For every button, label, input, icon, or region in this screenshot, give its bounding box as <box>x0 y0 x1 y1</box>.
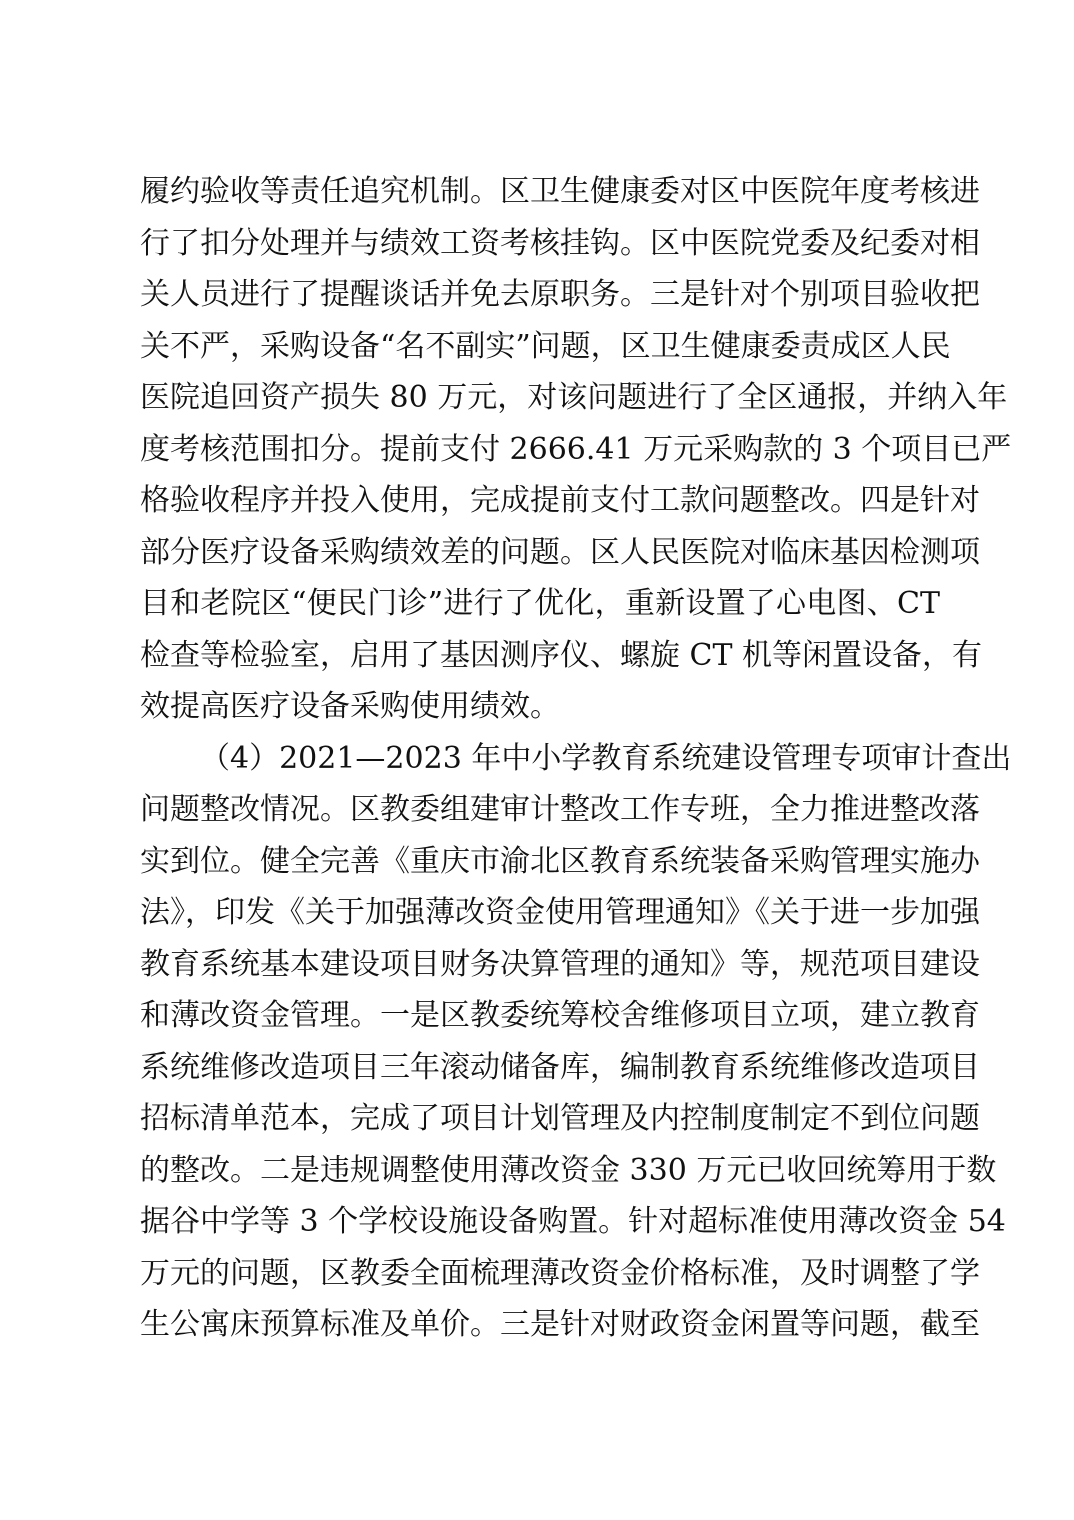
paragraph-1 <box>140 166 1012 733</box>
text-line: 医院追回资产损失 80 万元，对该问题进行了全区通报，并纳入年 <box>140 380 1008 415</box>
text-line: 的整改。二是违规调整使用薄改资金 330 万元已收回统筹用于数 <box>140 1152 997 1188</box>
text-line: 格验收程序并投入使用，完成提前支付工款问题整改。四是针对 <box>140 483 980 518</box>
text-line: 教育系统基本建设项目财务决算管理的通知》等，规范项目建设 <box>140 946 980 982</box>
paragraph-2 <box>140 733 1012 1351</box>
text-line: 法》，印发《关于加强薄改资金使用管理通知》《关于进一步加强 <box>140 895 980 930</box>
text-line: （4）2021—2023 年中小学教育系统建设管理专项审计查出 <box>200 740 1012 776</box>
text-line: 关人员进行了提醒谈话并免去原职务。三是针对个别项目验收把 <box>140 277 980 312</box>
text-line: 行了扣分处理并与绩效工资考核挂钩。区中医院党委及纪委对相 <box>140 225 980 261</box>
text-line: 度考核范围扣分。提前支付 2666.41 万元采购款的 3 个项目已严 <box>140 431 1012 467</box>
text-line: 实到位。健全完善《重庆市渝北区教育系统装备采购管理实施办 <box>140 843 980 879</box>
text-line: 招标清单范本，完成了项目计划管理及内控制度制定不到位问题 <box>140 1101 980 1136</box>
text-line: 万元的问题，区教委全面梳理薄改资金价格标准，及时调整了学 <box>140 1255 980 1291</box>
document-body <box>140 166 1012 1351</box>
text-line: 问题整改情况。区教委组建审计整改工作专班，全力推进整改落 <box>140 792 980 827</box>
text-line: 和薄改资金管理。一是区教委统筹校舍维修项目立项，建立教育 <box>140 998 980 1033</box>
text-line: 部分医疗设备采购绩效差的问题。区人民医院对临床基因检测项 <box>140 534 980 570</box>
text-line: 检查等检验室，启用了基因测序仪、螺旋 CT 机等闲置设备，有 <box>140 637 983 673</box>
text-line: 履约验收等责任追究机制。区卫生健康委对区中医院年度考核进 <box>140 174 980 209</box>
text-line: 关不严，采购设备“名不副实”问题，区卫生健康委责成区人民 <box>140 328 951 364</box>
text-line: 效提高医疗设备采购使用绩效。 <box>140 689 560 724</box>
text-line: 系统维修改造项目三年滚动储备库，编制教育系统维修改造项目 <box>140 1049 980 1085</box>
text-line: 据谷中学等 3 个学校设施设备购置。针对超标准使用薄改资金 54 <box>140 1204 1006 1239</box>
text-line: 生公寓床预算标准及单价。三是针对财政资金闲置等问题，截至 <box>140 1307 980 1342</box>
text-line: 目和老院区“便民门诊”进行了优化，重新设置了心电图、CT <box>140 586 940 621</box>
